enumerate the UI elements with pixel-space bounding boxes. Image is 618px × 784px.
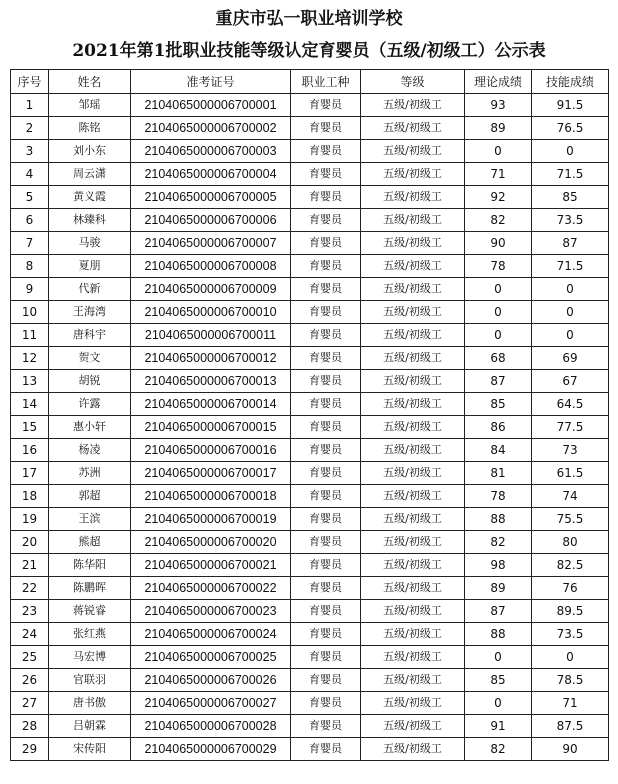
header-occupation: 职业工种 — [291, 70, 361, 94]
cell-exam-id: 2104065000006700011 — [131, 324, 291, 347]
header-skill-score: 技能成绩 — [532, 70, 609, 94]
cell-name: 唐书傲 — [49, 692, 131, 715]
cell-level: 五级/初级工 — [361, 577, 465, 600]
table-row — [11, 186, 609, 209]
cell-exam-id: 2104065000006700017 — [131, 462, 291, 485]
cell-skill-score: 80 — [532, 531, 609, 554]
cell-theory-score: 91 — [465, 715, 532, 738]
cell-level: 五级/初级工 — [361, 462, 465, 485]
cell-exam-id: 2104065000006700014 — [131, 393, 291, 416]
table-row — [11, 209, 609, 232]
cell-name: 惠小轩 — [49, 416, 131, 439]
cell-index: 1 — [11, 94, 49, 117]
cell-theory-score: 82 — [465, 738, 532, 761]
header-name: 姓名 — [49, 70, 131, 94]
cell-occupation: 育婴员 — [291, 94, 361, 117]
cell-level: 五级/初级工 — [361, 485, 465, 508]
cell-level: 五级/初级工 — [361, 508, 465, 531]
table-row — [11, 370, 609, 393]
cell-occupation: 育婴员 — [291, 163, 361, 186]
cell-occupation: 育婴员 — [291, 278, 361, 301]
cell-exam-id: 2104065000006700012 — [131, 347, 291, 370]
cell-theory-score: 78 — [465, 255, 532, 278]
cell-name: 胡锐 — [49, 370, 131, 393]
cell-occupation: 育婴员 — [291, 508, 361, 531]
cell-name: 刘小东 — [49, 140, 131, 163]
cell-skill-score: 78.5 — [532, 669, 609, 692]
cell-occupation: 育婴员 — [291, 186, 361, 209]
cell-name: 吕朝霖 — [49, 715, 131, 738]
cell-occupation: 育婴员 — [291, 324, 361, 347]
cell-skill-score: 69 — [532, 347, 609, 370]
cell-skill-score: 89.5 — [532, 600, 609, 623]
table-row — [11, 439, 609, 462]
cell-occupation: 育婴员 — [291, 347, 361, 370]
cell-theory-score: 0 — [465, 301, 532, 324]
cell-index: 12 — [11, 347, 49, 370]
table-row — [11, 692, 609, 715]
cell-skill-score: 85 — [532, 186, 609, 209]
cell-occupation: 育婴员 — [291, 140, 361, 163]
cell-skill-score: 74 — [532, 485, 609, 508]
cell-skill-score: 0 — [532, 301, 609, 324]
table-row — [11, 301, 609, 324]
cell-skill-score: 73.5 — [532, 209, 609, 232]
cell-index: 4 — [11, 163, 49, 186]
cell-index: 2 — [11, 117, 49, 140]
cell-exam-id: 2104065000006700027 — [131, 692, 291, 715]
cell-occupation: 育婴员 — [291, 232, 361, 255]
cell-occupation: 育婴员 — [291, 301, 361, 324]
cell-theory-score: 71 — [465, 163, 532, 186]
cell-occupation: 育婴员 — [291, 255, 361, 278]
cell-index: 16 — [11, 439, 49, 462]
cell-occupation: 育婴员 — [291, 692, 361, 715]
cell-skill-score: 71 — [532, 692, 609, 715]
cell-index: 9 — [11, 278, 49, 301]
table-row — [11, 462, 609, 485]
cell-index: 10 — [11, 301, 49, 324]
cell-name: 代新 — [49, 278, 131, 301]
cell-exam-id: 2104065000006700023 — [131, 600, 291, 623]
cell-occupation: 育婴员 — [291, 393, 361, 416]
table-row — [11, 117, 609, 140]
cell-name: 唐科宇 — [49, 324, 131, 347]
cell-name: 邹瑶 — [49, 94, 131, 117]
header-level: 等级 — [361, 70, 465, 94]
cell-index: 28 — [11, 715, 49, 738]
cell-exam-id: 2104065000006700005 — [131, 186, 291, 209]
cell-exam-id: 2104065000006700020 — [131, 531, 291, 554]
cell-skill-score: 76 — [532, 577, 609, 600]
cell-theory-score: 87 — [465, 600, 532, 623]
cell-theory-score: 93 — [465, 94, 532, 117]
cell-name: 熊超 — [49, 531, 131, 554]
cell-theory-score: 98 — [465, 554, 532, 577]
cell-exam-id: 2104065000006700004 — [131, 163, 291, 186]
table-row — [11, 577, 609, 600]
cell-theory-score: 0 — [465, 646, 532, 669]
cell-index: 15 — [11, 416, 49, 439]
cell-occupation: 育婴员 — [291, 715, 361, 738]
cell-level: 五级/初级工 — [361, 738, 465, 761]
cell-skill-score: 73 — [532, 439, 609, 462]
table-row — [11, 508, 609, 531]
table-row — [11, 324, 609, 347]
school-title: 重庆市弘一职业培训学校 — [215, 9, 403, 29]
cell-index: 11 — [11, 324, 49, 347]
cell-name: 黄义霞 — [49, 186, 131, 209]
header-theory-score: 理论成绩 — [465, 70, 532, 94]
cell-level: 五级/初级工 — [361, 439, 465, 462]
cell-theory-score: 0 — [465, 140, 532, 163]
cell-level: 五级/初级工 — [361, 140, 465, 163]
table-row — [11, 669, 609, 692]
cell-name: 马宏博 — [49, 646, 131, 669]
cell-skill-score: 90 — [532, 738, 609, 761]
cell-exam-id: 2104065000006700006 — [131, 209, 291, 232]
cell-theory-score: 78 — [465, 485, 532, 508]
cell-exam-id: 2104065000006700002 — [131, 117, 291, 140]
cell-name: 王海湾 — [49, 301, 131, 324]
cell-exam-id: 2104065000006700026 — [131, 669, 291, 692]
cell-exam-id: 2104065000006700018 — [131, 485, 291, 508]
cell-level: 五级/初级工 — [361, 347, 465, 370]
cell-level: 五级/初级工 — [361, 554, 465, 577]
cell-skill-score: 73.5 — [532, 623, 609, 646]
cell-skill-score: 82.5 — [532, 554, 609, 577]
cell-index: 25 — [11, 646, 49, 669]
cell-occupation: 育婴员 — [291, 554, 361, 577]
cell-index: 8 — [11, 255, 49, 278]
cell-index: 29 — [11, 738, 49, 761]
cell-exam-id: 2104065000006700009 — [131, 278, 291, 301]
cell-skill-score: 0 — [532, 646, 609, 669]
table-row — [11, 485, 609, 508]
cell-occupation: 育婴员 — [291, 209, 361, 232]
cell-name: 蒋锐睿 — [49, 600, 131, 623]
cell-name: 周云潇 — [49, 163, 131, 186]
cell-skill-score: 87.5 — [532, 715, 609, 738]
cell-occupation: 育婴员 — [291, 669, 361, 692]
table-row — [11, 347, 609, 370]
cell-index: 6 — [11, 209, 49, 232]
cell-level: 五级/初级工 — [361, 186, 465, 209]
cell-level: 五级/初级工 — [361, 416, 465, 439]
cell-exam-id: 2104065000006700024 — [131, 623, 291, 646]
cell-occupation: 育婴员 — [291, 623, 361, 646]
cell-index: 27 — [11, 692, 49, 715]
table-row — [11, 600, 609, 623]
cell-skill-score: 0 — [532, 278, 609, 301]
cell-theory-score: 84 — [465, 439, 532, 462]
header-index: 序号 — [11, 70, 49, 94]
cell-name: 贺文 — [49, 347, 131, 370]
table-title: 2021年第1批职业技能等级认定育婴员（五级/初级工）公示表 — [72, 41, 546, 61]
cell-skill-score: 67 — [532, 370, 609, 393]
cell-occupation: 育婴员 — [291, 439, 361, 462]
table-row — [11, 94, 609, 117]
table-row — [11, 255, 609, 278]
header-exam-id: 准考证号 — [131, 70, 291, 94]
cell-name: 杨凌 — [49, 439, 131, 462]
cell-skill-score: 71.5 — [532, 255, 609, 278]
cell-exam-id: 2104065000006700010 — [131, 301, 291, 324]
cell-occupation: 育婴员 — [291, 485, 361, 508]
cell-theory-score: 85 — [465, 669, 532, 692]
cell-exam-id: 2104065000006700013 — [131, 370, 291, 393]
cell-level: 五级/初级工 — [361, 600, 465, 623]
cell-index: 26 — [11, 669, 49, 692]
cell-index: 22 — [11, 577, 49, 600]
cell-theory-score: 68 — [465, 347, 532, 370]
cell-index: 17 — [11, 462, 49, 485]
cell-exam-id: 2104065000006700028 — [131, 715, 291, 738]
cell-theory-score: 0 — [465, 692, 532, 715]
cell-level: 五级/初级工 — [361, 646, 465, 669]
results-table — [10, 69, 609, 761]
cell-skill-score: 71.5 — [532, 163, 609, 186]
cell-name: 张红燕 — [49, 623, 131, 646]
cell-name: 宋传阳 — [49, 738, 131, 761]
cell-name: 官联羽 — [49, 669, 131, 692]
table-row — [11, 163, 609, 186]
cell-theory-score: 82 — [465, 209, 532, 232]
cell-exam-id: 2104065000006700029 — [131, 738, 291, 761]
cell-level: 五级/初级工 — [361, 393, 465, 416]
table-row — [11, 554, 609, 577]
cell-exam-id: 2104065000006700016 — [131, 439, 291, 462]
table-row — [11, 623, 609, 646]
table-row — [11, 646, 609, 669]
cell-theory-score: 82 — [465, 531, 532, 554]
table-row — [11, 278, 609, 301]
cell-exam-id: 2104065000006700019 — [131, 508, 291, 531]
cell-occupation: 育婴员 — [291, 370, 361, 393]
cell-index: 24 — [11, 623, 49, 646]
cell-index: 18 — [11, 485, 49, 508]
header-row — [11, 70, 609, 94]
cell-level: 五级/初级工 — [361, 531, 465, 554]
cell-name: 陈铭 — [49, 117, 131, 140]
cell-occupation: 育婴员 — [291, 600, 361, 623]
cell-level: 五级/初级工 — [361, 692, 465, 715]
cell-level: 五级/初级工 — [361, 232, 465, 255]
cell-exam-id: 2104065000006700015 — [131, 416, 291, 439]
cell-exam-id: 2104065000006700021 — [131, 554, 291, 577]
table-row — [11, 738, 609, 761]
cell-index: 14 — [11, 393, 49, 416]
cell-theory-score: 87 — [465, 370, 532, 393]
cell-index: 21 — [11, 554, 49, 577]
table-row — [11, 416, 609, 439]
cell-occupation: 育婴员 — [291, 577, 361, 600]
cell-skill-score: 0 — [532, 140, 609, 163]
cell-name: 王滨 — [49, 508, 131, 531]
cell-theory-score: 86 — [465, 416, 532, 439]
cell-level: 五级/初级工 — [361, 255, 465, 278]
cell-skill-score: 76.5 — [532, 117, 609, 140]
cell-level: 五级/初级工 — [361, 117, 465, 140]
table-row — [11, 531, 609, 554]
cell-theory-score: 0 — [465, 324, 532, 347]
cell-level: 五级/初级工 — [361, 669, 465, 692]
cell-name: 夏朋 — [49, 255, 131, 278]
cell-exam-id: 2104065000006700022 — [131, 577, 291, 600]
cell-theory-score: 90 — [465, 232, 532, 255]
cell-level: 五级/初级工 — [361, 94, 465, 117]
cell-name: 苏洲 — [49, 462, 131, 485]
table-row — [11, 232, 609, 255]
cell-skill-score: 91.5 — [532, 94, 609, 117]
cell-theory-score: 85 — [465, 393, 532, 416]
cell-level: 五级/初级工 — [361, 370, 465, 393]
table-row — [11, 140, 609, 163]
cell-occupation: 育婴员 — [291, 416, 361, 439]
cell-theory-score: 88 — [465, 508, 532, 531]
cell-theory-score: 88 — [465, 623, 532, 646]
cell-theory-score: 89 — [465, 577, 532, 600]
cell-level: 五级/初级工 — [361, 324, 465, 347]
cell-theory-score: 89 — [465, 117, 532, 140]
cell-exam-id: 2104065000006700001 — [131, 94, 291, 117]
cell-theory-score: 81 — [465, 462, 532, 485]
cell-index: 19 — [11, 508, 49, 531]
cell-index: 23 — [11, 600, 49, 623]
cell-exam-id: 2104065000006700007 — [131, 232, 291, 255]
cell-name: 马骏 — [49, 232, 131, 255]
cell-index: 3 — [11, 140, 49, 163]
cell-level: 五级/初级工 — [361, 715, 465, 738]
cell-skill-score: 87 — [532, 232, 609, 255]
cell-level: 五级/初级工 — [361, 301, 465, 324]
cell-exam-id: 2104065000006700025 — [131, 646, 291, 669]
cell-name: 许露 — [49, 393, 131, 416]
cell-index: 20 — [11, 531, 49, 554]
cell-occupation: 育婴员 — [291, 462, 361, 485]
cell-name: 林臻科 — [49, 209, 131, 232]
table-row — [11, 393, 609, 416]
cell-name: 陈华阳 — [49, 554, 131, 577]
cell-index: 7 — [11, 232, 49, 255]
cell-occupation: 育婴员 — [291, 117, 361, 140]
cell-occupation: 育婴员 — [291, 738, 361, 761]
cell-level: 五级/初级工 — [361, 278, 465, 301]
cell-name: 陈鹏晖 — [49, 577, 131, 600]
cell-exam-id: 2104065000006700008 — [131, 255, 291, 278]
cell-occupation: 育婴员 — [291, 531, 361, 554]
table-row — [11, 715, 609, 738]
cell-skill-score: 0 — [532, 324, 609, 347]
cell-name: 郭超 — [49, 485, 131, 508]
cell-skill-score: 77.5 — [532, 416, 609, 439]
cell-skill-score: 75.5 — [532, 508, 609, 531]
cell-occupation: 育婴员 — [291, 646, 361, 669]
cell-level: 五级/初级工 — [361, 623, 465, 646]
cell-skill-score: 64.5 — [532, 393, 609, 416]
cell-index: 13 — [11, 370, 49, 393]
cell-level: 五级/初级工 — [361, 163, 465, 186]
cell-theory-score: 0 — [465, 278, 532, 301]
cell-skill-score: 61.5 — [532, 462, 609, 485]
cell-index: 5 — [11, 186, 49, 209]
cell-theory-score: 92 — [465, 186, 532, 209]
cell-level: 五级/初级工 — [361, 209, 465, 232]
cell-exam-id: 2104065000006700003 — [131, 140, 291, 163]
